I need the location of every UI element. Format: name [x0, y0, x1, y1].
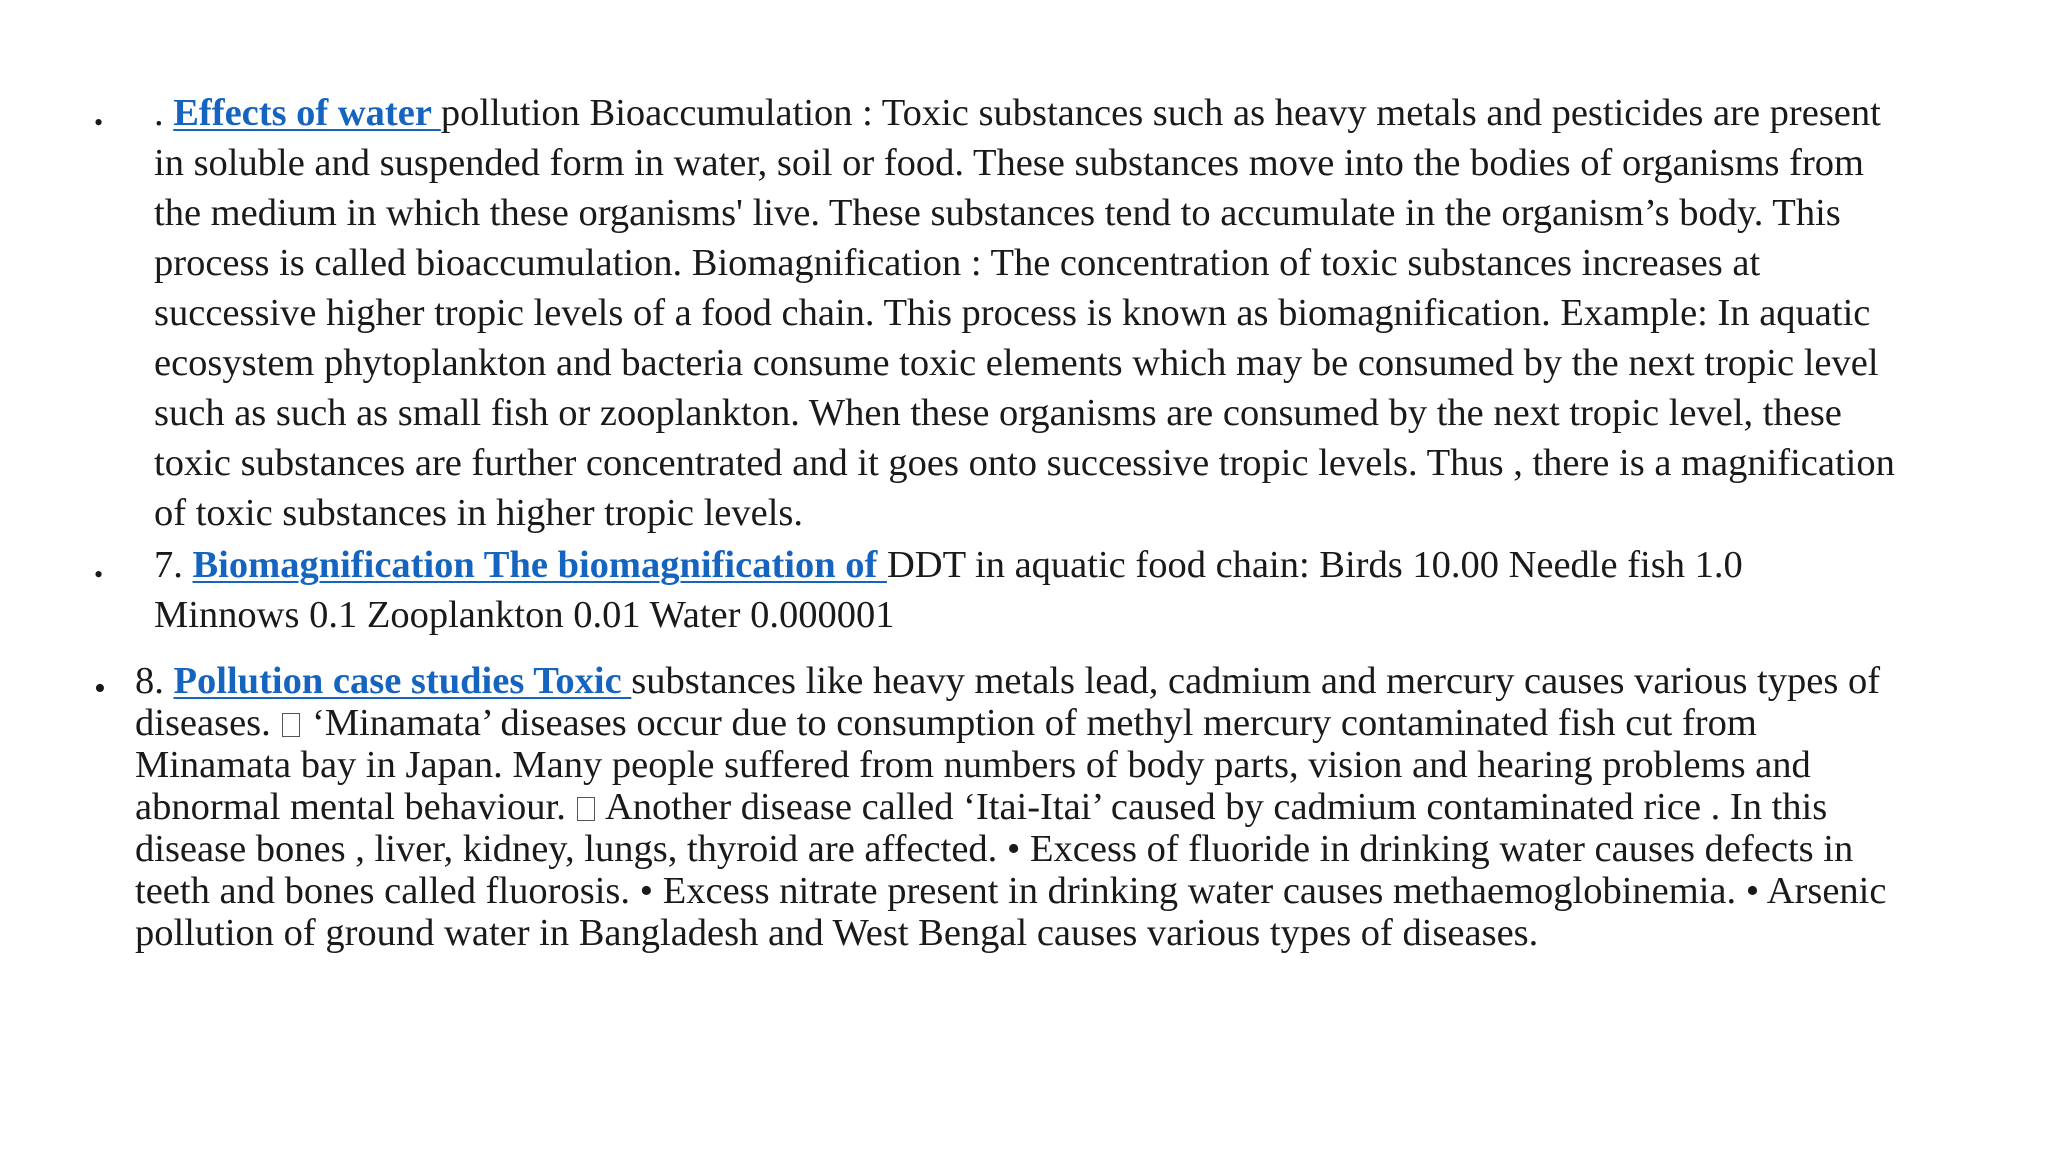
bullet-icon: •	[94, 560, 104, 589]
paragraph	[154, 540, 1743, 640]
text-line: diseases. ‘Minamata’ diseases occur due to consumption of methyl mercury contaminated fish cut from	[135, 702, 1757, 744]
text-line: 7. Biomagnification The biomagnification of DDT in aquatic food chain: Birds 10.00 Needle fish 1.0	[154, 544, 1743, 586]
text-line: teeth and bones called fluorosis. • Excess nitrate present in drinking water causes methaemoglobinemia. • Arsenic	[135, 870, 1887, 912]
text-line: disease bones , liver, kidney, lungs, thyroid are affected. • Excess of fluoride in drinking water causes defects in	[135, 828, 1854, 870]
item-prefix: .	[154, 92, 174, 134]
paragraph	[154, 88, 1895, 538]
bullet-icon: •	[94, 108, 104, 137]
hyperlink[interactable]: Effects of water	[173, 92, 441, 134]
text-line: abnormal mental behaviour. Another disease called ‘Itai-Itai’ caused by cadmium contaminated rice . In this	[135, 786, 1828, 828]
text-line: successive higher tropic levels of a food chain. This process is known as biomagnification. Example: In aquatic	[154, 292, 1871, 334]
text-line: toxic substances are further concentrated and it goes onto successive tropic levels. Thus , there is a magnification	[154, 442, 1895, 484]
text-line: . Effects of water pollution Bioaccumulation : Toxic substances such as heavy metals and pesticides are present	[154, 92, 1881, 134]
text-line: the medium in which these organisms' live. These substances tend to accumulate in the organism’s body. This	[154, 192, 1841, 234]
text-line: in soluble and suspended form in water, soil or food. These substances move into the bodies of organisms from	[154, 142, 1864, 184]
hyperlink[interactable]: Biomagnification The biomagnification of	[192, 544, 887, 586]
text-line: pollution of ground water in Bangladesh and West Bengal causes various types of diseases.	[135, 912, 1539, 954]
missing-glyph-icon	[577, 797, 595, 821]
missing-glyph-icon	[282, 713, 300, 737]
text-line: process is called bioaccumulation. Biomagnification : The concentration of toxic substances increases at	[154, 242, 1761, 284]
item-prefix: 8.	[135, 660, 174, 702]
paragraph	[135, 660, 1886, 954]
text-line: 8. Pollution case studies Toxic substances like heavy metals lead, cadmium and mercury causes various types of	[135, 660, 1881, 702]
hyperlink[interactable]: Pollution case studies Toxic	[173, 660, 632, 702]
bullet-icon: •	[94, 670, 106, 707]
text-line: Minamata bay in Japan. Many people suffered from numbers of body parts, vision and hearing problems and	[135, 744, 1811, 786]
text-line: ecosystem phytoplankton and bacteria consume toxic elements which may be consumed by the next tropic level	[154, 342, 1879, 384]
text-line: such as such as small fish or zooplankton. When these organisms are consumed by the next tropic level, these	[154, 392, 1842, 434]
item-prefix: 7.	[154, 544, 193, 586]
text-line: Minnows 0.1 Zooplankton 0.01 Water 0.000001	[154, 594, 895, 636]
text-line: of toxic substances in higher tropic levels.	[154, 492, 803, 534]
